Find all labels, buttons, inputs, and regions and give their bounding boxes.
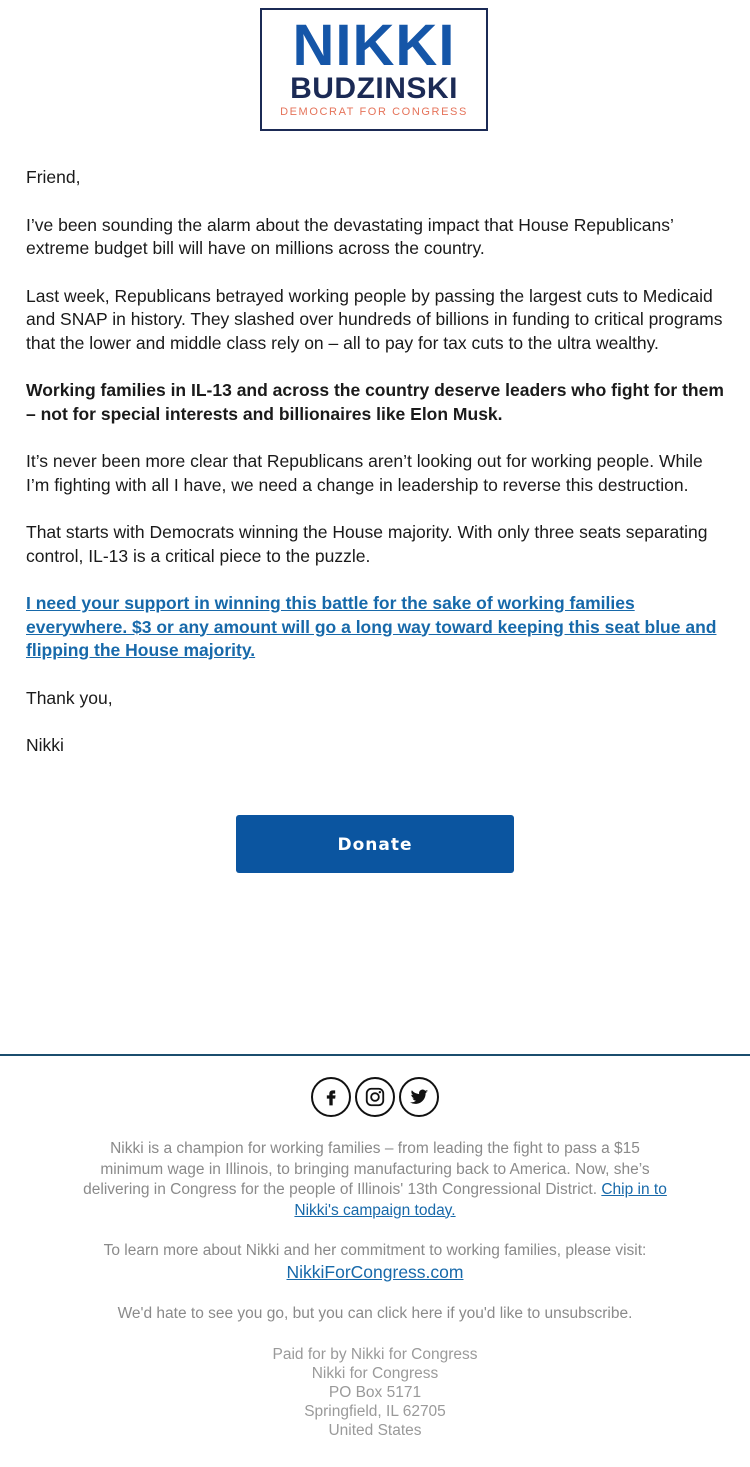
logo-first-name: NIKKI xyxy=(292,13,456,78)
paragraph-2: Last week, Republicans betrayed working people by passing the largest cuts to Medicaid and SNAP in history. They slashed over hundreds of billions in funding to critical programs that the lower and middle class rely on – all to pay for tax cuts to the ultra wealthy. xyxy=(26,285,723,353)
paragraph-4: It’s never been more clear that Republicans aren’t looking out for working people. While I’m fighting with all I have, we need a change in leadership to reverse this destruction. xyxy=(26,451,703,495)
address-line: PO Box 5171 xyxy=(328,1383,422,1401)
unsubscribe-link[interactable]: We'd hate to see you go, but you can click here if you'd like to unsubscribe. xyxy=(117,1305,633,1322)
donate-cta-link[interactable]: I need your support in winning this battle for the sake of working families everywhere. $3 or any amount will go a long way toward keeping this seat blue and flipping the House majority. xyxy=(26,593,717,660)
donate-button[interactable]: Donate xyxy=(236,815,514,873)
website-link[interactable]: NikkiForCongress.com xyxy=(286,1261,464,1282)
address-line: Springfield, IL 62705 xyxy=(304,1402,446,1420)
learn-more-text: To learn more about Nikki and her commitment to working families, please visit: xyxy=(103,1242,647,1259)
email-body xyxy=(26,166,726,782)
logo-tagline: DEMOCRAT FOR CONGRESS xyxy=(280,106,468,118)
paragraph-1: I’ve been sounding the alarm about the devastating impact that House Republicans’ extreme budget bill will have on millions across the country. xyxy=(26,214,674,258)
paragraph-bold: Working families in IL-13 and across the country deserve leaders who fight for them – not for special interests and billionaires like Elon Musk. xyxy=(26,380,724,424)
chip-in-link[interactable]: Chip in to Nikki's campaign today. xyxy=(294,1181,667,1219)
twitter-icon[interactable] xyxy=(399,1077,439,1117)
cta-paragraph xyxy=(26,592,726,663)
address-line: Paid for by Nikki for Congress xyxy=(272,1345,478,1363)
email-footer xyxy=(80,1139,670,1460)
paragraph-5: That starts with Democrats winning the House majority. With only three seats separating control, IL-13 is a critical piece to the puzzle. xyxy=(26,522,708,566)
instagram-icon[interactable] xyxy=(355,1077,395,1117)
signature: Nikki xyxy=(26,735,64,755)
footer-bio-text: Nikki is a champion for working families – from leading the fight to pass a $15 minimum wage in Illinois, to bringing manufacturing back to America. Now, she’s delivering in Congress for the people of Illinois' 13th Congressional District. xyxy=(83,1140,650,1198)
logo-last-name: BUDZINSKI xyxy=(290,72,458,105)
address-line: United States xyxy=(328,1421,422,1439)
footer-bio xyxy=(80,1139,670,1221)
footer-divider xyxy=(0,1054,750,1056)
greeting: Friend, xyxy=(26,167,81,187)
postal-address xyxy=(80,1345,670,1440)
footer-learn-more xyxy=(80,1241,670,1284)
address-line: Nikki for Congress xyxy=(311,1364,439,1382)
social-links xyxy=(311,1077,441,1117)
campaign-logo xyxy=(260,8,488,131)
signoff: Thank you, xyxy=(26,687,113,708)
facebook-icon[interactable] xyxy=(311,1077,351,1117)
